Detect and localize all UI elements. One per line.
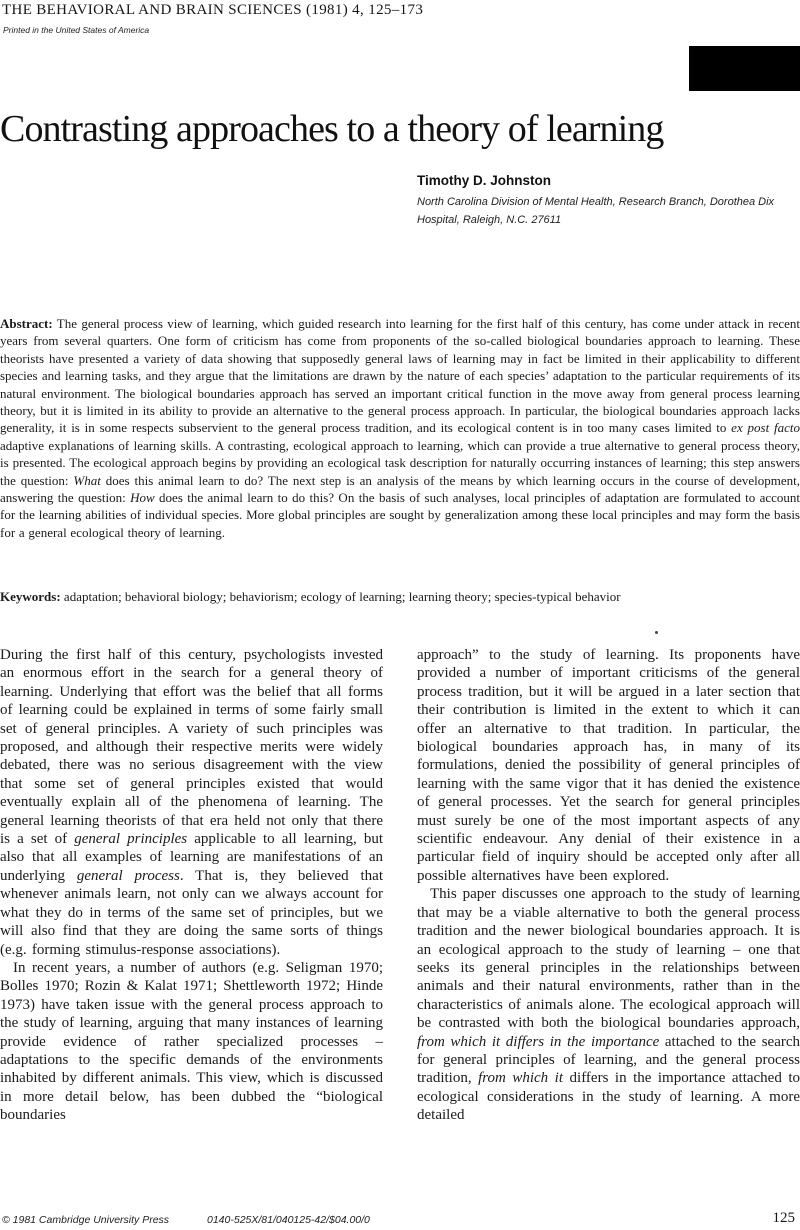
body-paragraph: approach” to the study of learning. Its proponents have provided a number of important criticisms of the general process tradition, but it will be argued in a later section that their contribution is limited in the extent to which it can offer an alternative to that tradition. In particular, the biological boundaries approach has, in many of its formulations, denied the possibility of general principles of learning with the same vigor that it has denied the existence of general processes. Yet the search for general principles must surely be one of the most important aspects of any scientific endeavour. Any denial of their existence in a particular field of inquiry should be accepted only after all possible alternatives have been explored. xyxy=(417,647,800,884)
body-paragraph: In recent years, a number of authors (e.g. Seligman 1970; Bolles 1970; Rozin & Kalat 1971; Shettleworth 1972; Hinde 1973) have taken issue with the general process approach to the study of learning, arguing that many instances of learning provide evidence of rather specialized processes – adaptations to the specific demands of the environments inhabited by different animals. This view, which is discussed in more detail below, has been dubbed the “biological boundaries xyxy=(0,959,383,1124)
body-left-column xyxy=(0,646,383,1125)
printed-in-line: Printed in the United States of America xyxy=(3,25,150,35)
footer-publication-code: 0140-525X/81/040125-42/$04.00/0 xyxy=(207,1214,370,1226)
abstract-paragraph: Abstract: The general process view of learning, which guided research into learning for the first half of this century, has come under attack in recent years from several quarters. One form of criticism has come from proponents of the so-called biological boundaries approach to learning. These theorists have presented a variety of data showing that supposedly general laws of learning may in fact be limited in their applicability to different species and learning tasks, and they argue that the limitations are drawn by the nature of each species’ adaptation to the particular requirements of its natural environment. The biological boundaries approach has served an important critical function in the move away from general process learning theory, but it is limited in its ability to provide an alternative to the general process approach. In particular, the biological boundaries approach lacks generality, it is in some respects subservient to the general process tradition, and its ecological content is in too many cases limited to ex post facto adaptive explanations of learning skills. A contrasting, ecological approach to learning, which can provide a true alternative to general process theory, is presented. The ecological approach begins by providing an ecological task description for naturally occurring instances of learning; this step answers the question: What does this animal learn to do? The next step is an analysis of the means by which learning occurs in the course of development, answering the question: How does the animal learn to do this? On the basis of such analyses, local principles of adaptation are formulated to account for the learning abilities of individual species. More global principles are sought by generalization among these local principles and may form the basis for a general ecological theory of learning. xyxy=(0,316,800,540)
journal-title-line: THE BEHAVIORAL AND BRAIN SCIENCES (1981) 4, 125–173 xyxy=(2,2,424,18)
body-paragraph: This paper discusses one approach to the study of learning that may be a viable alternative to both the general process tradition and the newer biological boundaries approach. It is an ecological approach to the study of learning – one that seeks its general principles in the relationships between animals and their natural environments, rather than in the characteristics of animals alone. The ecological approach will be contrasted with both the biological boundaries approach, from which it differs in the importance attached to the search for general principles of learning, and the general process tradition, from which it differs in the importance attached to ecological considerations in the study of learning. A more detailed xyxy=(417,886,800,1124)
footer-copyright: © 1981 Cambridge University Press xyxy=(2,1214,170,1226)
author-block xyxy=(417,173,800,229)
body-right-column xyxy=(417,646,800,1125)
author-name: Timothy D. Johnston xyxy=(417,173,551,188)
scan-artifact-dot xyxy=(655,631,658,634)
article-title: Contrasting approaches to a theory of learning xyxy=(0,108,664,150)
author-affiliation-line1: North Carolina Division of Mental Health, Research Branch, Dorothea Dix xyxy=(417,196,775,208)
author-affiliation-line2: Hospital, Raleigh, N.C. 27611 xyxy=(417,213,562,226)
keywords-line: Keywords: adaptation; behavioral biology; behaviorism; ecology of learning; learning theory; species-typical behavior xyxy=(0,589,621,604)
body-paragraph: During the first half of this century, psychologists invested an enormous effort in the search for a general theory of learning. Underlying that effort was the belief that all forms of learning could be explained in terms of some fairly small set of general principles. A variety of such principles was proposed, and although their respective merits were widely debated, there was no serious disagreement with the view that some set of general principles existed that would eventually explain all of the phenomena of learning. The general learning theorists of that era held not only that there is a set of general principles applicable to all learning, but also that all examples of learning are manifestations of an underlying general process. That is, they believed that whenever animals learn, not only can we always account for what they do in terms of the same set of principles, but we will also find that they are doing the same sorts of things (e.g. forming stimulus-response associations). xyxy=(0,647,383,958)
page-number: 125 xyxy=(772,1210,795,1226)
redaction-box xyxy=(689,46,800,91)
